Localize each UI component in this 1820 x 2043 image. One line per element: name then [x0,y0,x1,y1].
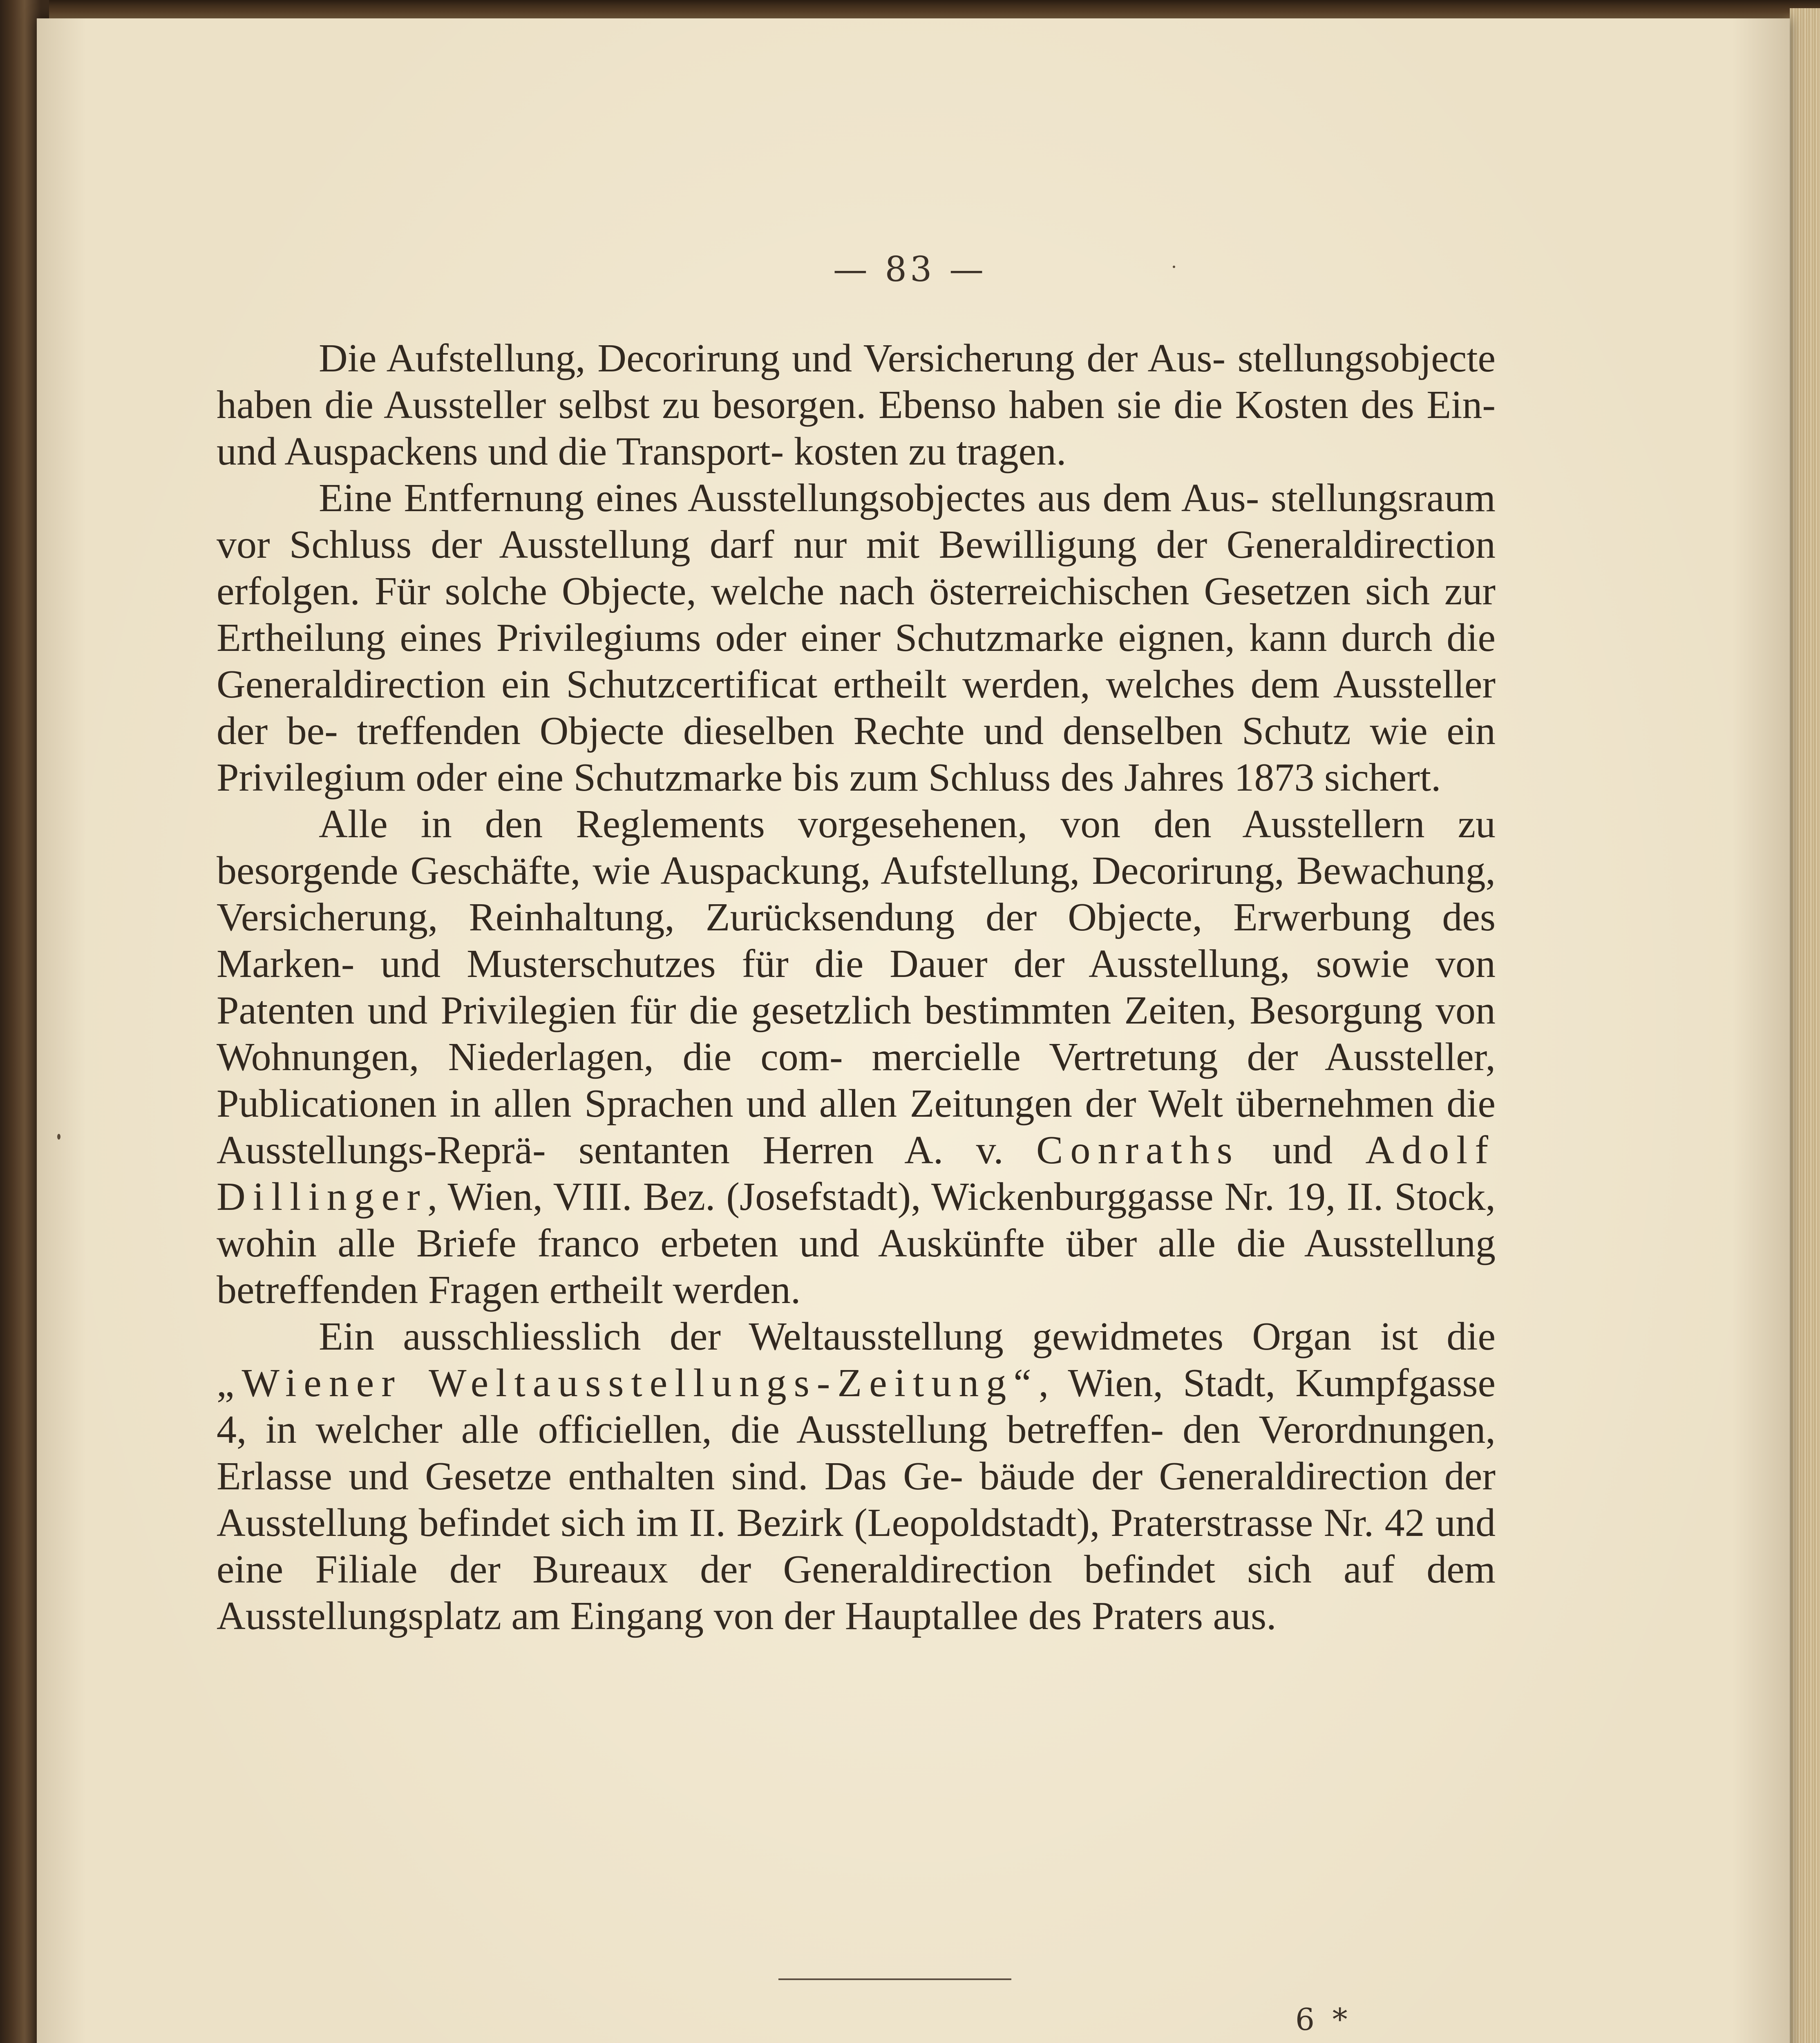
section-divider [778,1978,1011,1980]
paragraph-4-text-a: Ein ausschliesslich der Weltausstellung gewidmetes Organ ist die [319,1314,1496,1359]
representative-name-2: Adolf Dillinger [217,1128,1496,1219]
paragraph-3-text-a: Alle in den Reglements vorgesehenen, von den Ausstellern zu besorgende Geschäfte, wie Auspackung, Aufstellung, Decorirung, Bewachung, Versicherung, Reinhaltung, Zurücksendung der Objecte, Erwerbung des Marken- und Musterschutzes für die Dauer der Ausstellung, sowie von Patenten und Privilegien für die gesetzlich bestimmten Zeiten, Besorgung von Wohnungen, Niederlagen, die com- mercielle Vertretung der Aussteller, Publicationen in allen Sprachen und allen Zeitungen der Welt übernehmen die Ausstellungs-Reprä- sentanten Herren A. v. [217,802,1496,1172]
margin-speck [57,1134,60,1140]
paragraph-3-text-b: , Wien, VIII. Bez. (Josefstadt), Wickenburggasse Nr. 19, II. Stock, wohin alle Briefe franco erbeten und Auskünfte über alle die Ausstellung betreffenden Fragen ertheilt werden. [217,1175,1496,1312]
representative-name-1: Conraths [1036,1128,1240,1172]
paragraph-4 [217,1313,1496,1639]
book-page-edges [1790,8,1820,2043]
book-top-edge [49,0,1820,20]
page-number-header: — 83 — [833,249,987,289]
paragraph-2: Eine Entfernung eines Ausstellungsobjectes aus dem Aus- stellungsraum vor Schluss der Ausstellung darf nur mit Bewilligung der Generaldirection erfolgen. Für solche Objecte, welche nach österreichischen Gesetzen sich zur Ertheilung eines Privilegiums oder einer Schutzmarke eignen, kann durch die Generaldirection ein Schutzcertificat ertheilt werden, welches dem Aussteller der be- treffenden Objecte dieselben Rechte und denselben Schutz wie ein Privilegium oder eine Schutzmarke bis zum Schluss des Jahres 1873 sichert. [217,476,1496,800]
paragraph-1: Die Aufstellung, Decorirung und Versicherung der Aus- stellungsobjecte haben die Aussteller selbst zu besorgen. Ebenso haben sie die Kosten des Ein- und Auspackens und die Transport- kosten zu tragen. [217,336,1496,474]
body-text [217,335,1496,1639]
paragraph-3-conjunction: und [1272,1128,1333,1172]
signature-mark: 6 * [1295,2002,1352,2037]
paragraph-4-text-b: , Wien, Stadt, Kumpfgasse 4, in welcher alle officiellen, die Ausstellung betreffen- den Verordnungen, Erlasse und Gesetze enthalten sind. Das Ge- bäude der Generaldirection der Ausstellung befindet sich im II. Bezirk (Leopoldstadt), Praterstrasse Nr. 42 und eine Filiale der Bureaux der Generaldirection befindet sich auf dem Ausstellungsplatz am Eingang von der Hauptallee des Praters aus. [217,1361,1496,1638]
newspaper-title: „Wiener Weltausstellungs-Zeitung“ [217,1361,1039,1405]
paragraph-3 [217,801,1496,1313]
